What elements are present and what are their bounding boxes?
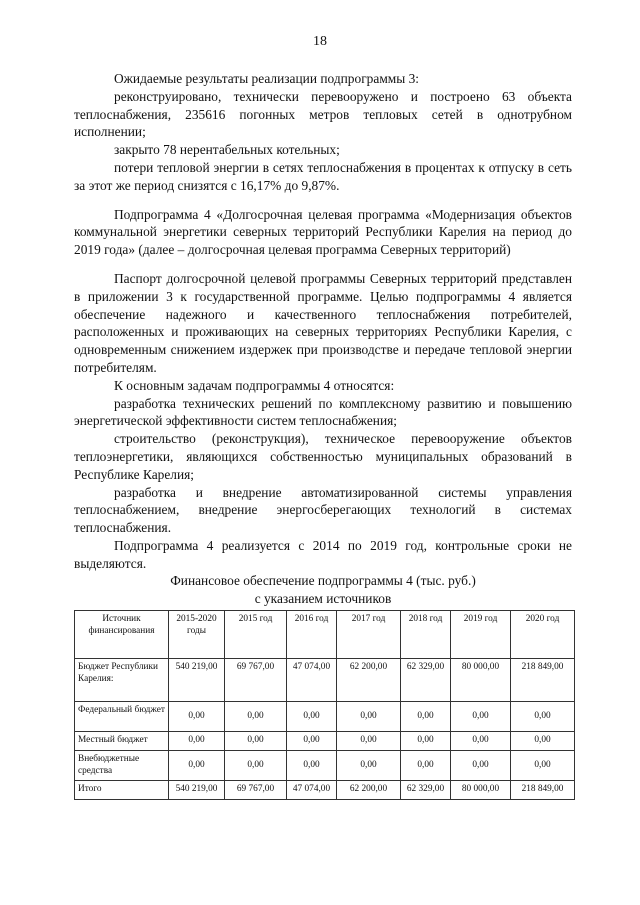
table-cell: 540 219,00 <box>169 659 225 702</box>
column-header: Источник финансирования <box>75 611 169 659</box>
column-header: 2016 год <box>287 611 337 659</box>
table-cell: 69 767,00 <box>225 659 287 702</box>
body-text <box>74 70 572 573</box>
column-header: 2017 год <box>337 611 401 659</box>
table-cell: 0,00 <box>401 702 451 732</box>
table-cell: 0,00 <box>337 702 401 732</box>
table-cell: 540 219,00 <box>169 781 225 800</box>
column-header: 2020 год <box>511 611 575 659</box>
paragraph: разработка технических решений по комплексному развитию и повышению энергетической эффективности систем теплоснабжения; <box>74 395 572 429</box>
table-title <box>74 572 572 607</box>
paragraph: Паспорт долгосрочной целевой программы Северных территорий представлен в приложении 3 к государственной программе. Целью подпрограммы 4 является обеспечение надежного и качественного теплоснабжения потребителей, расположенных и проживающих на северных территориях Республики Карелия, с одновременным снижением издержек при производстве и передаче тепловой энергии потребителям. <box>74 270 572 375</box>
row-label: Бюджет Республики Карелия: <box>75 659 169 702</box>
table-cell: 0,00 <box>287 702 337 732</box>
table-cell: 0,00 <box>169 751 225 781</box>
table-cell: 80 000,00 <box>451 781 511 800</box>
table-cell: 0,00 <box>287 751 337 781</box>
table-header-row <box>75 611 575 659</box>
table-cell: 0,00 <box>225 751 287 781</box>
table-cell: 62 329,00 <box>401 781 451 800</box>
table-cell: 0,00 <box>511 751 575 781</box>
table-title-line: Финансовое обеспечение подпрограммы 4 (тыс. руб.) <box>170 573 476 588</box>
table-cell: 47 074,00 <box>287 659 337 702</box>
table-cell: 0,00 <box>287 732 337 751</box>
table-cell: 218 849,00 <box>511 781 575 800</box>
paragraph: разработка и внедрение автоматизированной системы управления теплоснабжением, внедрение энергосберегающих технологий в системах теплоснабжения. <box>74 484 572 536</box>
paragraph: закрыто 78 нерентабельных котельных; <box>114 142 340 158</box>
table-cell: 62 329,00 <box>401 659 451 702</box>
table-title-line: с указанием источников <box>254 590 392 606</box>
paragraph: реконструировано, технически перевооружено и построено 63 объекта теплоснабжения, 235616 погонных метров тепловых сетей в однотрубном исполнении; <box>74 88 572 140</box>
row-label: Местный бюджет <box>75 732 169 751</box>
table-cell: 0,00 <box>337 751 401 781</box>
table-cell: 0,00 <box>451 702 511 732</box>
table-cell: 47 074,00 <box>287 781 337 800</box>
row-label: Внебюджетные средства <box>75 751 169 781</box>
table-cell: 0,00 <box>451 751 511 781</box>
table-cell: 0,00 <box>225 702 287 732</box>
table-cell: 80 000,00 <box>451 659 511 702</box>
table-row-total <box>75 781 575 800</box>
table-row <box>75 702 575 732</box>
table-row <box>75 659 575 702</box>
table-row <box>75 732 575 751</box>
table-row <box>75 751 575 781</box>
financing-table <box>74 610 575 800</box>
column-header: 2015-2020 годы <box>169 611 225 659</box>
table-cell: 69 767,00 <box>225 781 287 800</box>
table-cell: 0,00 <box>511 732 575 751</box>
column-header: 2019 год <box>451 611 511 659</box>
table-cell: 218 849,00 <box>511 659 575 702</box>
table-cell: 62 200,00 <box>337 781 401 800</box>
table-cell: 0,00 <box>169 732 225 751</box>
column-header: 2015 год <box>225 611 287 659</box>
subprogram-heading: Подпрограмма 4 «Долгосрочная целевая программа «Модернизация объектов коммунальной энергетики северных территорий Республики Карелия на период до 2019 года» (далее – долгосрочная целевая программа Северных территорий) <box>74 206 572 258</box>
page-number: 18 <box>313 34 327 49</box>
table-cell: 0,00 <box>511 702 575 732</box>
paragraph: потери тепловой энергии в сетях теплоснабжения в процентах к отпуску в сеть за этот же период снизятся с 16,17% до 9,87%. <box>74 159 572 193</box>
paragraph: строительство (реконструкция), техническое перевооружение объектов теплоэнергетики, являющихся собственностью муниципальных образований в Республике Карелия; <box>74 431 572 482</box>
table-cell: 0,00 <box>169 702 225 732</box>
paragraph: К основным задачам подпрограммы 4 относятся: <box>114 377 395 393</box>
table-cell: 0,00 <box>401 732 451 751</box>
row-label: Итого <box>75 781 169 800</box>
table-cell: 0,00 <box>451 732 511 751</box>
paragraph: Подпрограмма 4 реализуется с 2014 по 2019 год, контрольные сроки не выделяются. <box>74 537 572 571</box>
column-header: 2018 год <box>401 611 451 659</box>
paragraph: Ожидаемые результаты реализации подпрограммы 3: <box>114 71 420 86</box>
table-cell: 0,00 <box>337 732 401 751</box>
row-label: Федеральный бюджет <box>75 702 169 732</box>
table-cell: 0,00 <box>401 751 451 781</box>
table-cell: 0,00 <box>225 732 287 751</box>
table-cell: 62 200,00 <box>337 659 401 702</box>
